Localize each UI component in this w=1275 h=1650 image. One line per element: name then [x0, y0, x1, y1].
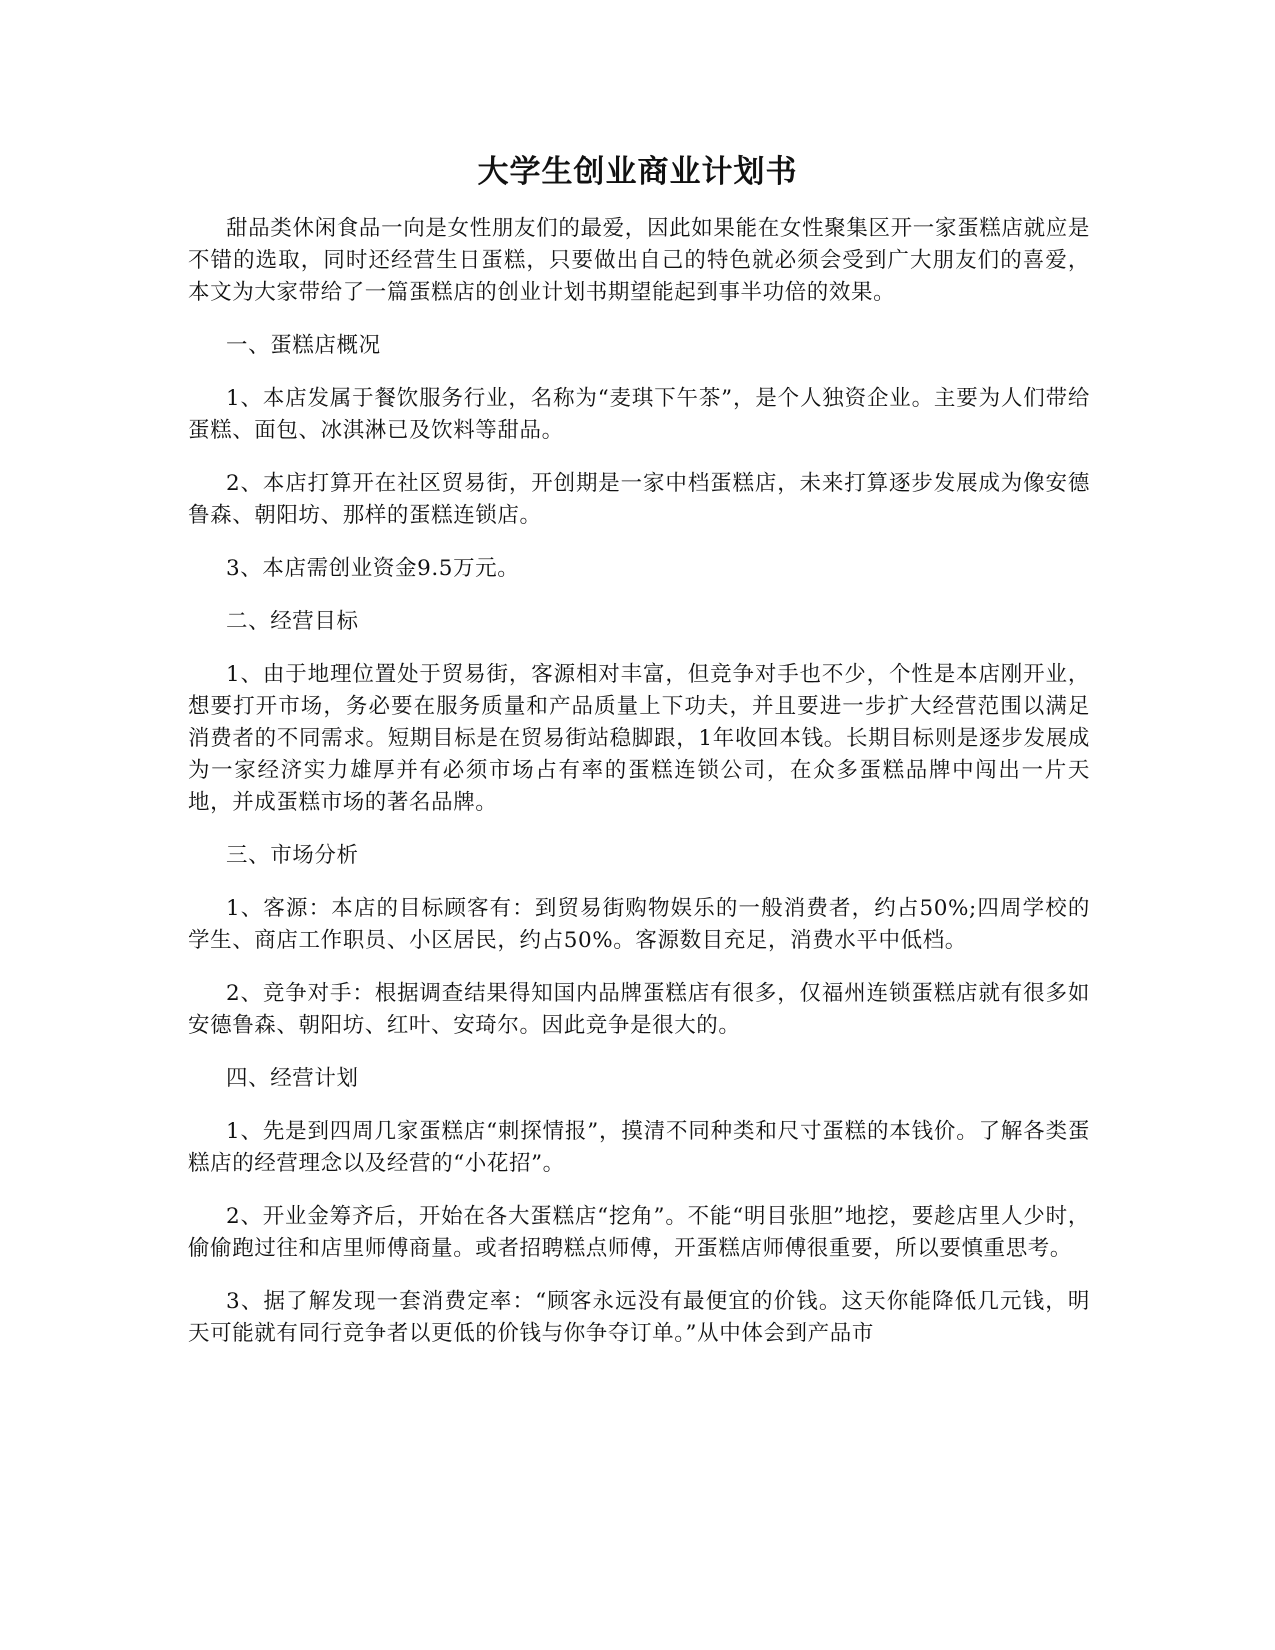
section-heading-overview: 一、蛋糕店概况	[226, 333, 381, 358]
body-paragraph: 2、竞争对手：根据调查结果得知国内品牌蛋糕店有很多，仅福州连锁蛋糕店就有很多如安德鲁森、朝阳坊、红叶、安琦尔。因此竞争是很大的。	[188, 981, 1090, 1038]
body-paragraph: 1、由于地理位置处于贸易街，客源相对丰富，但竞争对手也不少，个性是本店刚开业，想要打开市场，务必要在服务质量和产品质量上下功夫，并且要进一步扩大经营范围以满足消费者的不同需求。短期目标是在贸易街站稳脚跟，1年收回本钱。长期目标则是逐步发展成为一家经济实力雄厚并有必须市场占有率的蛋糕连锁公司，在众多蛋糕品牌中闯出一片天地，并成蛋糕市场的著名品牌。	[188, 662, 1090, 815]
section-heading-plan: 四、经营计划	[226, 1066, 359, 1091]
body-paragraph: 2、开业金筹齐后，开始在各大蛋糕店“挖角”。不能“明目张胆”地挖，要趁店里人少时，偷偷跑过往和店里师傅商量。或者招聘糕点师傅，开蛋糕店师傅很重要，所以要慎重思考。	[188, 1204, 1090, 1261]
section-heading-goals: 二、经营目标	[226, 609, 359, 634]
intro-paragraph: 甜品类休闲食品一向是女性朋友们的最爱，因此如果能在女性聚集区开一家蛋糕店就应是不错的选取，同时还经营生日蛋糕，只要做出自己的特色就必须会受到广大朋友们的喜爱，本文为大家带给了一篇蛋糕店的创业计划书期望能起到事半功倍的效果。	[188, 216, 1090, 305]
document-body	[188, 213, 1090, 1371]
body-paragraph: 3、本店需创业资金9.5万元。	[226, 556, 520, 581]
body-paragraph: 1、客源：本店的目标顾客有：到贸易街购物娱乐的一般消费者，约占50%;四周学校的学生、商店工作职员、小区居民，约占50%。客源数目充足，消费水平中低档。	[188, 896, 1090, 953]
body-paragraph: 1、先是到四周几家蛋糕店“刺探情报”，摸清不同种类和尺寸蛋糕的本钱价。了解各类蛋糕店的经营理念以及经营的“小花招”。	[188, 1119, 1090, 1176]
body-paragraph: 2、本店打算开在社区贸易街，开创期是一家中档蛋糕店，未来打算逐步发展成为像安德鲁森、朝阳坊、那样的蛋糕连锁店。	[188, 471, 1090, 528]
body-paragraph: 1、本店发属于餐饮服务行业，名称为“麦琪下午茶”，是个人独资企业。主要为人们带给蛋糕、面包、冰淇淋已及饮料等甜品。	[188, 386, 1090, 443]
body-paragraph: 3、据了解发现一套消费定率：“顾客永远没有最便宜的价钱。这天你能降低几元钱，明天可能就有同行竞争者以更低的价钱与你争夺订单。”从中体会到产品市	[188, 1289, 1090, 1346]
section-heading-market: 三、市场分析	[226, 843, 359, 868]
document-title: 大学生创业商业计划书	[477, 154, 798, 190]
